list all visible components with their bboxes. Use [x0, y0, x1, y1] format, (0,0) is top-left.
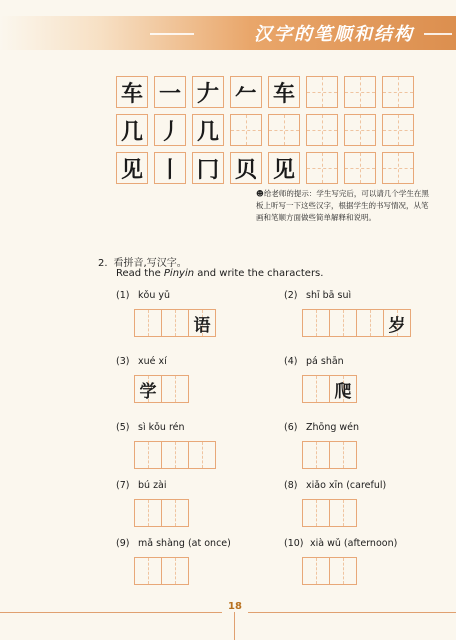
answer-box[interactable]: [302, 499, 330, 527]
answer-boxes: [134, 309, 215, 337]
answer-box[interactable]: [302, 309, 330, 337]
answer-boxes: [302, 375, 356, 403]
item-label: (9) mǎ shàng (at once): [116, 538, 231, 549]
exercise-item-4: [284, 356, 356, 403]
exercise-item-9: [116, 538, 231, 585]
answer-box[interactable]: 岁: [383, 309, 411, 337]
stroke-cell: 一: [154, 76, 186, 108]
answer-box[interactable]: [134, 499, 162, 527]
item-label: (2) shī bā suì: [284, 290, 352, 301]
item-label: (5) sì kǒu rén: [116, 422, 185, 433]
answer-boxes: [302, 309, 410, 337]
answer-boxes: [134, 441, 215, 469]
subtitle-emphasis: Pinyin: [163, 268, 195, 279]
practice-cell[interactable]: [382, 114, 414, 146]
practice-cell[interactable]: [344, 152, 376, 184]
answer-box[interactable]: [161, 499, 189, 527]
answer-box[interactable]: [302, 375, 330, 403]
answer-box[interactable]: [329, 441, 357, 469]
stroke-row-2: [116, 114, 414, 146]
answer-box[interactable]: [329, 557, 357, 585]
answer-box[interactable]: [161, 441, 189, 469]
stroke-cell: 贝: [230, 152, 262, 184]
item-label: (4) pá shān: [284, 356, 344, 367]
answer-boxes: [302, 499, 386, 527]
answer-box[interactable]: [134, 309, 162, 337]
exercise-item-5: [116, 422, 215, 469]
stroke-cell: 𠂇: [192, 76, 224, 108]
answer-boxes: [134, 375, 188, 403]
stroke-cell: 见: [116, 152, 148, 184]
answer-box[interactable]: [161, 309, 189, 337]
practice-cell[interactable]: [306, 152, 338, 184]
exercise-item-1: [116, 290, 215, 337]
practice-cell[interactable]: [344, 76, 376, 108]
answer-box[interactable]: [329, 309, 357, 337]
answer-boxes: [302, 557, 397, 585]
practice-cell[interactable]: [382, 76, 414, 108]
stroke-cell: 几: [192, 114, 224, 146]
practice-cell[interactable]: [306, 114, 338, 146]
teacher-note: ☻给老师的提示：学生写完后，可以请几个学生在黑板上听写一下这些汉字，根据学生的书写情况，从笔画和笔顺方面做些简单解释和说明。: [256, 189, 429, 222]
banner-dash-left: [150, 33, 194, 35]
exercise-item-8: [284, 480, 386, 527]
footer-divider: [234, 612, 235, 640]
exercise-item-6: [284, 422, 359, 469]
answer-box[interactable]: [302, 557, 330, 585]
exercise-item-10: [284, 538, 397, 585]
stroke-cell: 丿: [154, 114, 186, 146]
header-banner: [0, 16, 456, 50]
exercise-item-2: [284, 290, 410, 337]
footer-rule-right: [248, 612, 456, 613]
stroke-cell: 车: [116, 76, 148, 108]
practice-cell[interactable]: [268, 114, 300, 146]
answer-box[interactable]: [356, 309, 384, 337]
answer-box[interactable]: 学: [134, 375, 162, 403]
answer-boxes: [134, 557, 231, 585]
stroke-cell: 见: [268, 152, 300, 184]
section-subtitle: [116, 268, 323, 279]
answer-box[interactable]: [329, 499, 357, 527]
section-title: [98, 254, 187, 269]
item-label: (8) xiǎo xīn (careful): [284, 480, 387, 491]
item-label: (3) xué xí: [116, 356, 167, 367]
stroke-cell: 几: [116, 114, 148, 146]
subtitle-text: and write the characters.: [194, 268, 324, 279]
answer-box[interactable]: [134, 441, 162, 469]
stroke-cell: 车: [268, 76, 300, 108]
answer-boxes: [302, 441, 359, 469]
banner-dash-right: [424, 33, 452, 35]
answer-box[interactable]: [161, 375, 189, 403]
item-label: (7) bú zài: [116, 480, 167, 491]
answer-box[interactable]: [134, 557, 162, 585]
answer-box[interactable]: 语: [188, 309, 216, 337]
answer-boxes: [134, 499, 188, 527]
item-label: (6) Zhōng wén: [284, 422, 360, 433]
answer-box[interactable]: 爬: [329, 375, 357, 403]
exercise-item-7: [116, 480, 188, 527]
answer-box[interactable]: [161, 557, 189, 585]
stroke-row-3: [116, 152, 414, 184]
answer-box[interactable]: [188, 441, 216, 469]
practice-cell[interactable]: [382, 152, 414, 184]
answer-box[interactable]: [302, 441, 330, 469]
practice-cell[interactable]: [306, 76, 338, 108]
stroke-cell: 𠂉: [230, 76, 262, 108]
section-heading: 看拼音,写汉字。: [113, 258, 187, 269]
practice-cell[interactable]: [230, 114, 262, 146]
exercise-item-3: [116, 356, 188, 403]
subtitle-text: Read the: [116, 268, 164, 279]
page-number: 18: [224, 601, 246, 612]
stroke-cell: 冂: [192, 152, 224, 184]
page-title: 汉字的笔顺和结构: [254, 24, 414, 45]
section-number: 2.: [98, 258, 108, 269]
stroke-cell: 丨: [154, 152, 186, 184]
practice-cell[interactable]: [344, 114, 376, 146]
footer-rule-left: [0, 612, 222, 613]
stroke-row-1: [116, 76, 414, 108]
item-label: (10) xià wǔ (afternoon): [284, 538, 398, 549]
item-label: (1) kǒu yǔ: [116, 290, 170, 301]
